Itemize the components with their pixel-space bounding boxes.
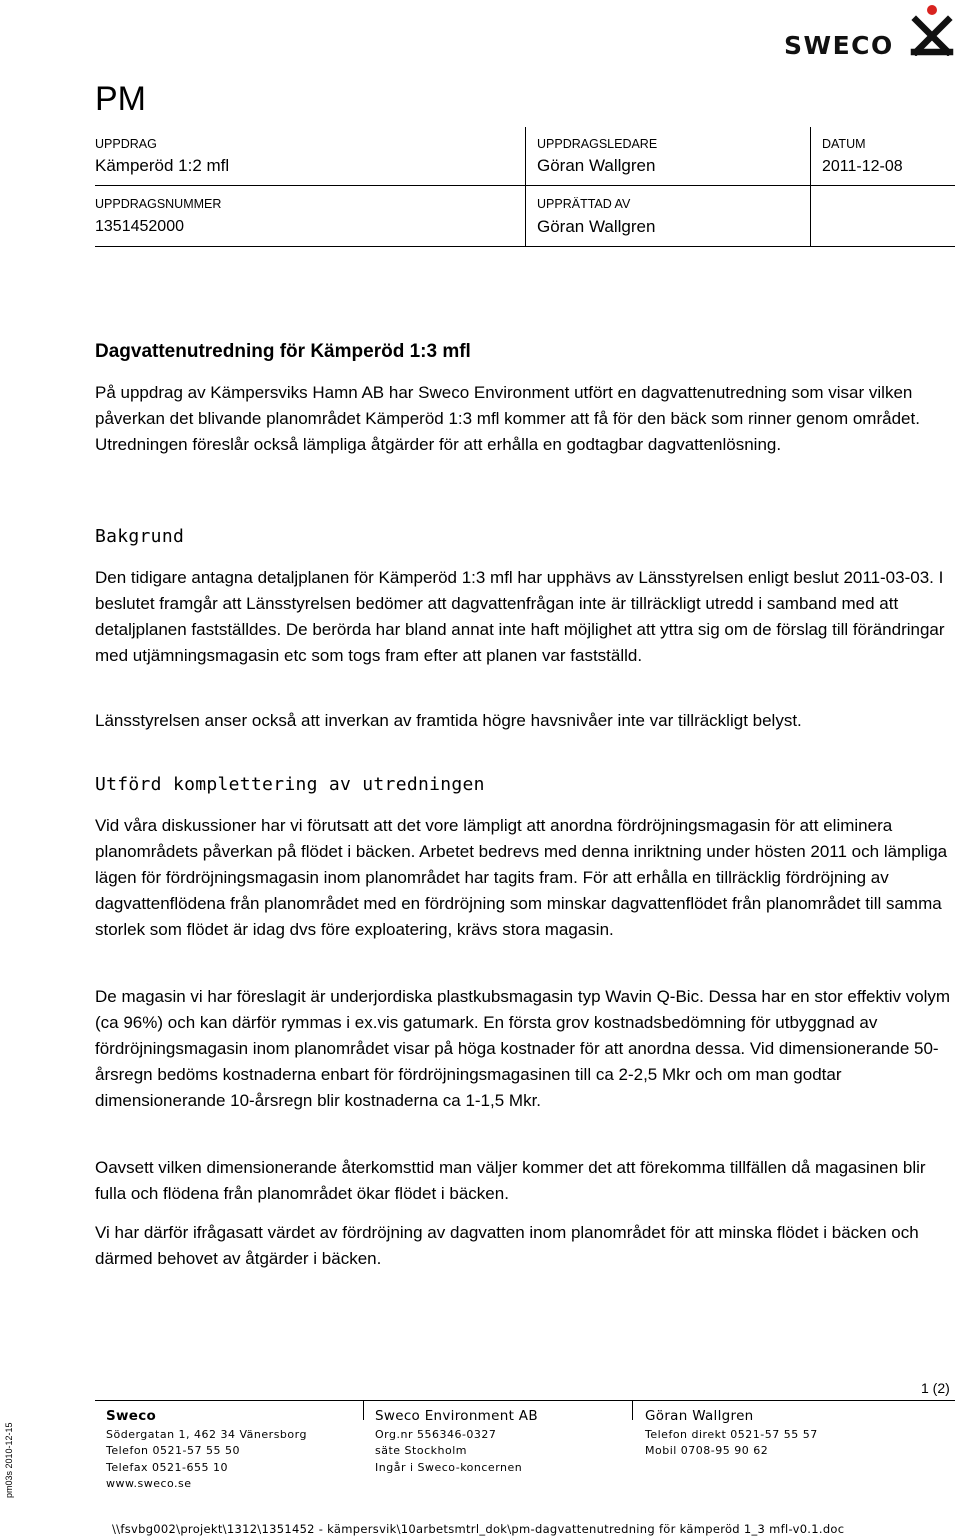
uppdrag-value: Kämperöd 1:2 mfl (95, 156, 230, 175)
footer-telefon: Telefon 0521-57 55 50 (106, 1444, 240, 1457)
komplettering-paragraph-2: De magasin vi har föreslagit är underjordiska plastkubsmagasin typ Wavin Q-Bic. Dessa har en stor effektiv volym (ca 96%) och kan därför rymmas i ex.vis gatumark. En första grov kostnadsbedömning för utbyggnad av fördröjningsmagasin inom planområdet visar på höga kostnader för att anordna dessa. Vid dimensionerande 50-årsregn bedöms kostnaderna enbart för fördröjningsmagasinen till ca 2-2,5 Mkr och om man godtar dimensionerande 10-årsregn blir kostnaderna ca 1-1,5 Mkr. (95, 987, 951, 1110)
footer-direct-phone: Telefon direkt 0521-57 55 57 (645, 1427, 818, 1441)
footer-orgnr: Org.nr 556346-0327 (375, 1427, 497, 1441)
bakgrund-paragraph-2: Länsstyrelsen anser också att inverkan av framtida högre havsnivåer inte var tillräckligt belyst. (95, 711, 802, 730)
document-type: PM (95, 80, 146, 118)
footer-telefax: Telefax 0521-655 10 (106, 1460, 229, 1474)
footer-column-divider (363, 1400, 364, 1420)
footer-mobile: Mobil 0708-95 90 62 (645, 1444, 769, 1457)
komplettering-paragraph-1: Vid våra diskussioner har vi förutsatt att det vore lämpligt att anordna fördröjningsmagasin för att eliminera planområdets påverkan på flödet i bäcken. Arbetet bedrevs med denna inriktning under hösten 2011 och lämpliga lägen för fördröjningsmagasin inom planområdet har tagits fram. För att erhålla en tillräcklig fördröjning av dagvattenflödena från planområdet med en fördröjning som minskar dagvattenflödet från planområdet till samma storlek som flödet är idag dvs före exploatering, krävs stora magasin. (95, 816, 948, 939)
header-column-divider (810, 127, 811, 247)
bakgrund-paragraph-1: Den tidigare antagna detaljplanen för Kämperöd 1:3 mfl har upphävs av Länsstyrelsen enligt beslut 2011-03-03. I beslutet framgår att Länsstyrelsen bedömer att dagvattenfrågan inte är tillräckligt utredd i samband med att detaljplanen fastställdes. De berörda har bland annat inte haft möjlighet att yttra sig om de förslag till förändringar med utjämningsmagasin etc som togs fram efter att planen var fastställd. (95, 568, 945, 665)
komplettering-paragraph-3: Oavsett vilken dimensionerande återkomsttid man väljer kommer det att förekomma tillfällen då magasinen blir fulla och flödena från planområdet ökar flödet i bäcken. (95, 1158, 926, 1203)
footer-column-divider (632, 1400, 633, 1420)
template-code: pm03s 2010-12-15 (4, 1422, 14, 1498)
section-heading-bakgrund: Bakgrund (95, 526, 185, 547)
document-title: Dagvattenutredning för Kämperöd 1:3 mfl (95, 341, 471, 362)
footer-website: www.sweco.se (106, 1477, 192, 1490)
intro-paragraph: På uppdrag av Kämpersviks Hamn AB har Sweco Environment utfört en dagvattenutredning som visar vilken påverkan det blivande planområdet Kämperöd 1:3 mfl kommer att få för den bäck som rinner genom området. Utredningen föreslår också lämpliga åtgärder för att erhålla en godtagbar dagvattenlösning. (95, 383, 920, 454)
header-column-divider (525, 127, 526, 247)
uppdragsledare-label: UPPDRAGSLEDARE (537, 137, 658, 151)
section-heading-komplettering: Utförd komplettering av utredningen (95, 774, 485, 795)
footer-company-column (106, 1408, 307, 1493)
sweco-logo (784, 4, 960, 60)
datum-value: 2011-12-08 (822, 158, 903, 175)
upprattad-av-label: UPPRÄTTAD AV (537, 197, 631, 211)
footer-contact-name: Göran Wallgren (645, 1408, 754, 1424)
uppdragsledare-value: Göran Wallgren (537, 156, 656, 175)
footer-sate: säte Stockholm (375, 1444, 467, 1457)
uppdrag-label: UPPDRAG (95, 137, 157, 151)
uppdragsnummer-label: UPPDRAGSNUMMER (95, 197, 222, 211)
uppdragsnummer-value: 1351452000 (95, 218, 184, 235)
file-path: \\fsvbg002\projekt\1312\1351452 - kämpersvik\10arbetsmtrl_dok\pm-dagvattenutredning för kämperöd 1_3 mfl-v0.1.doc (112, 1522, 845, 1536)
footer-contact-column (645, 1408, 818, 1460)
datum-label: DATUM (822, 137, 866, 151)
footer-divider (95, 1400, 955, 1401)
page-number: 1 (2) (921, 1380, 950, 1396)
footer-company-name: Sweco (106, 1408, 157, 1424)
komplettering-paragraph-4: Vi har därför ifrågasatt värdet av fördröjning av dagvatten inom planområdet för att minska flödet i bäcken och därmed behovet av åtgärder i bäcken. (95, 1223, 919, 1268)
footer-address: Södergatan 1, 462 34 Vänersborg (106, 1427, 307, 1441)
sweco-mark-icon (908, 4, 956, 56)
footer-legal-company: Sweco Environment AB (375, 1408, 538, 1424)
footer-ingar: Ingår i Sweco-koncernen (375, 1460, 523, 1474)
logo-text: SWECO (784, 31, 894, 60)
footer-legal-column (375, 1408, 538, 1476)
upprattad-av-value: Göran Wallgren (537, 217, 656, 236)
